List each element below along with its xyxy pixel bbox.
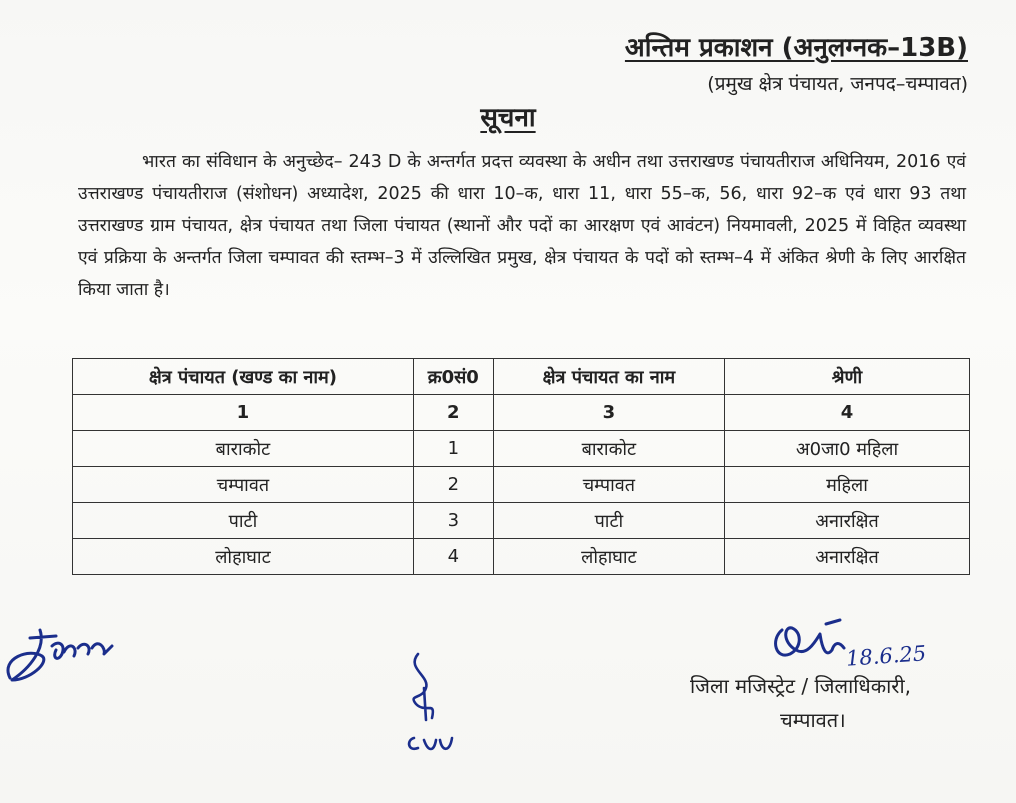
category-cell: महिला (725, 467, 970, 503)
panchayat-name-cell: बाराकोट (493, 431, 724, 467)
officer-place: चम्पावत। (780, 708, 846, 732)
handwritten-initials-middle (396, 648, 476, 758)
panchayat-name-cell: लोहाघाट (493, 539, 724, 575)
document-subtitle: (प्रमुख क्षेत्र पंचायत, जनपद–चम्पावत) (707, 73, 968, 95)
category-cell: अनारक्षित (725, 503, 970, 539)
panchayat-name-cell: चम्पावत (493, 467, 724, 503)
officer-signature (768, 614, 858, 674)
serial-cell: 3 (413, 503, 493, 539)
table-column-number-row (73, 395, 970, 431)
header-cell-category: श्रेणी (725, 359, 970, 395)
header-cell-serial: क्र0सं0 (413, 359, 493, 395)
column-number: 2 (413, 395, 493, 431)
column-number: 4 (725, 395, 970, 431)
notice-heading: सूचना (480, 103, 536, 133)
officer-designation: जिला मजिस्ट्रेट / जिलाधिकारी, (690, 674, 911, 698)
column-number: 3 (493, 395, 724, 431)
column-number: 1 (73, 395, 414, 431)
serial-cell: 1 (413, 431, 493, 467)
block-name-cell: पाटी (73, 503, 414, 539)
block-name-cell: चम्पावत (73, 467, 414, 503)
document-title: अन्तिम प्रकाशन (अनुलग्नक–13B) (624, 33, 968, 63)
table-row (73, 503, 970, 539)
block-name-cell: बाराकोट (73, 431, 414, 467)
category-cell: अनारक्षित (725, 539, 970, 575)
table-row (73, 467, 970, 503)
header-cell-block: क्षेत्र पंचायत (खण्ड का नाम) (73, 359, 414, 395)
panchayat-name-cell: पाटी (493, 503, 724, 539)
serial-cell: 4 (413, 539, 493, 575)
table-row (73, 539, 970, 575)
handwritten-initials-left (0, 618, 140, 688)
table-header-row (73, 359, 970, 395)
reservation-table (72, 358, 970, 575)
notice-body: भारत का संविधान के अनुच्छेद– 243 D के अन्तर्गत प्रदत्त व्यवस्था के अधीन तथा उत्तराखण्ड पंचायतीराज अधिनियम, 2016 एवं उत्तराखण्ड पंचायतीराज (संशोधन) अध्यादेश, 2025 की धारा 10–क, धारा 11, धारा 55–क, 56, धारा 92–क एवं धारा 93 तथा उत्तराखण्ड ग्राम पंचायत, क्षेत्र पंचायत तथा जिला पंचायत (स्थानों और पदों का आरक्षण एवं आवंटन) नियमावली, 2025 में विहित व्यवस्था एवं प्रक्रिया के अन्तर्गत जिला चम्पावत की स्तम्भ–3 में उल्लिखित प्रमुख, क्षेत्र पंचायत के पदों को स्तम्भ–4 में अंकित श्रेणी के लिए आरक्षित किया जाता है। (78, 152, 966, 300)
header-cell-panchayat: क्षेत्र पंचायत का नाम (493, 359, 724, 395)
serial-cell: 2 (413, 467, 493, 503)
block-name-cell: लोहाघाट (73, 539, 414, 575)
table-row (73, 431, 970, 467)
category-cell: अ0जा0 महिला (725, 431, 970, 467)
signature-date: 18.6.25 (845, 641, 927, 671)
